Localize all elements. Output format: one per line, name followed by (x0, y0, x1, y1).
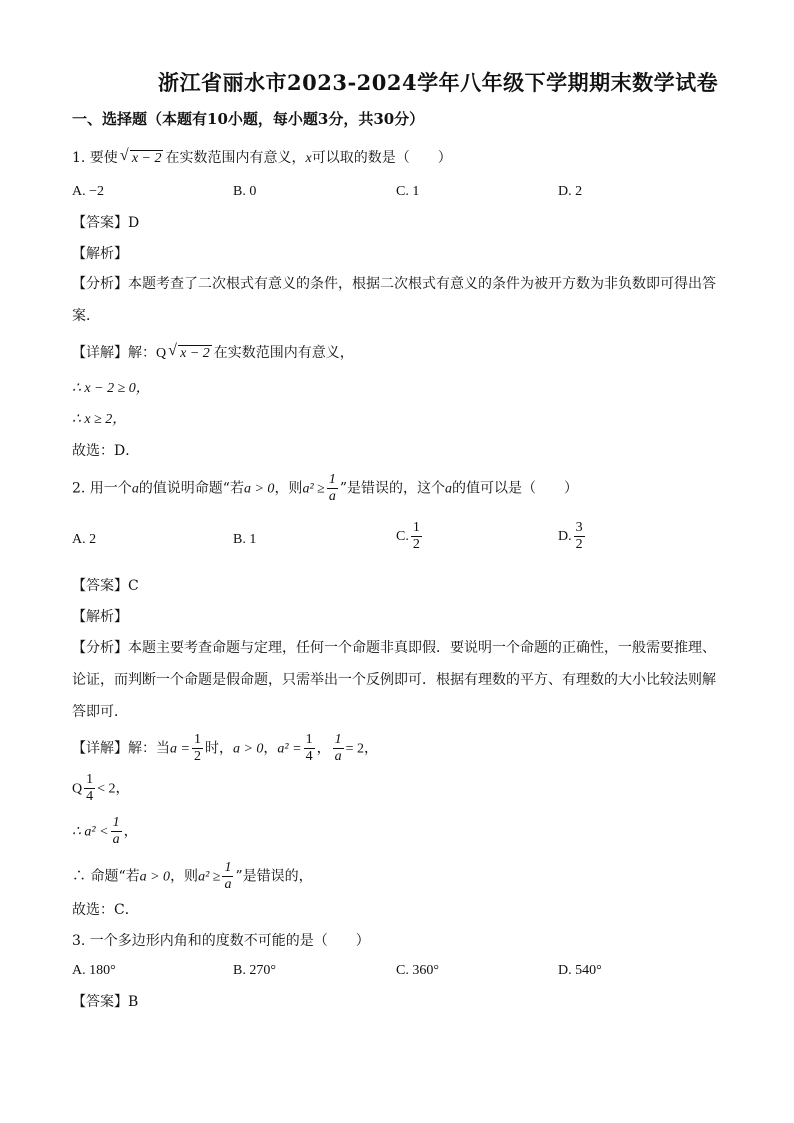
q1-detail-post: 在实数范围内有意义， (213, 345, 354, 361)
q1-step-2: ∴ x ≥ 2， (72, 412, 127, 427)
q2-option-d-label: D. (558, 528, 572, 544)
q2-detail-a-squared: a² = (277, 741, 302, 757)
q1-detail-line (72, 345, 354, 362)
q1-analysis-label: 【解析】 (72, 246, 128, 262)
q2-detail-frac-2 (304, 732, 315, 765)
q2-detail-line (72, 732, 378, 765)
q2-step-proposition (72, 860, 313, 893)
q2-inequality: a² ≥ (302, 481, 325, 497)
q1-option-b: B. 0 (233, 184, 257, 199)
question-1-stem (72, 150, 452, 167)
q2-option-c-num: 1 (411, 520, 422, 537)
q2-step-frac (84, 772, 95, 805)
q1-step-1: ∴ x − 2 ≥ 0， (72, 381, 150, 396)
q2-var-a-2: a (445, 481, 452, 497)
q3-option-b: B. 270° (233, 963, 276, 978)
q2-prop-ineq: a² ≥ (198, 869, 221, 885)
q2-detail-num-2: 1 (304, 732, 315, 749)
q1-fenxi-line-1: 【分析】本题考查了二次根式有意义的条件，根据二次根式有意义的条件为被开方数为非负数即可得出答 (72, 276, 716, 292)
q3-option-d: D. 540° (558, 963, 602, 978)
q2-option-d-den: 2 (575, 537, 583, 553)
q2-detail-frac-1 (192, 732, 203, 765)
q2-option-d (558, 520, 587, 553)
q2-conclusion-pre: ∴ a² < (72, 824, 109, 840)
q2-post: 的值可以是（ ） (452, 480, 578, 497)
q2-choose: 故选：C． (72, 902, 139, 918)
q2-detail-shi: 时， (204, 740, 233, 757)
q1-because-symbol: Q (156, 346, 167, 361)
q2-detail-den-3: a (334, 749, 342, 765)
q2-detail-eq-2: = 2， (345, 741, 378, 757)
q2-prop-den: a (224, 877, 232, 893)
q2-conclusion-post: ， (123, 823, 138, 840)
q2-mid1: 的值说明命题“若 (138, 480, 244, 497)
q2-prop-frac (222, 860, 233, 893)
q3-option-a: A. 180° (72, 963, 116, 978)
q2-detail-den-2: 4 (305, 749, 313, 765)
q1-fenxi-line-2: 案． (72, 308, 100, 324)
q2-option-c (396, 520, 424, 553)
q3-option-c: C. 360° (396, 963, 439, 978)
q2-option-c-fraction (411, 520, 422, 553)
q2-var-a: a (131, 481, 139, 497)
q2-fenxi-line-2: 论证，而判断一个命题是假命题，只需举出一个反例即可．根据有理数的平方、有理数的大小比较法则解 (72, 672, 716, 688)
q2-detail-pre: 【详解】解：当 (72, 740, 170, 757)
q2-step-conclusion (72, 815, 138, 848)
q2-option-c-label: C. (396, 528, 409, 544)
q1-radicand: x − 2 (131, 151, 162, 166)
q2-prop-pre: ∴ 命题“若 (72, 868, 140, 885)
q2-mid3: ”是错误的，这个 (339, 480, 445, 497)
q2-option-d-num: 3 (574, 520, 585, 537)
q1-post-text: 在实数范围内有意义， (165, 150, 306, 166)
q2-step-num: 1 (84, 772, 95, 789)
q2-option-a: A. 2 (72, 532, 97, 547)
q2-option-c-den: 2 (412, 537, 420, 553)
q1-answer: 【答案】D (72, 215, 140, 231)
q2-detail-comma-1: ， (263, 740, 278, 757)
q2-step-den: 4 (86, 789, 94, 805)
q2-detail-num-1: 1 (192, 732, 203, 749)
q1-radicand-2: x − 2 (180, 346, 210, 361)
q1-sqrt-expression (120, 150, 164, 167)
q1-option-c: C. 1 (396, 184, 420, 199)
q2-frac-den: a (328, 489, 336, 505)
q2-prop-post: ”是错误的， (235, 868, 313, 885)
q2-fraction (327, 472, 338, 505)
q1-post-text-2: 可以取的数是（ ） (311, 150, 452, 166)
q2-conclusion-den: a (112, 832, 120, 848)
q1-pre-text: 1. 要使 (72, 150, 118, 166)
q2-detail-comma-2: ， (316, 740, 331, 757)
q2-detail-a-pos: a > 0 (232, 741, 264, 757)
q2-analysis-label: 【解析】 (72, 609, 128, 625)
q2-frac-num: 1 (327, 472, 338, 489)
q1-option-d: D. 2 (558, 184, 583, 199)
document-title: 浙江省丽水市2023-2024学年八年级下学期期末数学试卷 (158, 70, 719, 95)
q2-detail-den-1: 2 (193, 749, 201, 765)
q1-detail-pre: 【详解】解： (72, 345, 156, 361)
q2-prop-num: 1 (222, 860, 233, 877)
q2-option-d-fraction (574, 520, 585, 553)
section-heading: 一、选择题（本题有10小题，每小题3分，共30分） (72, 110, 425, 128)
q2-prop-mid: ，则 (170, 868, 199, 885)
q2-option-b: B. 1 (233, 532, 257, 547)
q2-mid2: ，则 (274, 480, 303, 497)
q2-answer: 【答案】C (72, 578, 139, 594)
q2-because-symbol: Q (72, 781, 83, 797)
q2-detail-a-eq: a = (170, 741, 190, 757)
question-3-stem: 3. 一个多边形内角和的度数不可能的是（ ） (72, 933, 370, 949)
q2-detail-frac-3 (333, 732, 344, 765)
q2-prop-cond: a > 0 (139, 869, 171, 885)
q2-fenxi-line-1: 【分析】本题主要考查命题与定理，任何一个命题非真即假．要说明一个命题的正确性，一般需要推理、 (72, 640, 716, 656)
q3-answer: 【答案】B (72, 994, 139, 1010)
q2-fenxi-line-3: 答即可． (72, 704, 128, 720)
q2-condition: a > 0 (243, 481, 275, 497)
q2-conclusion-frac (111, 815, 122, 848)
q1-sqrt-expression-2 (168, 345, 212, 362)
q2-pre: 2. 用一个 (72, 480, 132, 497)
q1-variable: x (305, 151, 312, 166)
q1-choose: 故选：D． (72, 443, 140, 459)
q2-detail-num-3: 1 (333, 732, 344, 749)
q2-step-post: < 2， (97, 781, 130, 797)
q2-step-compare (72, 772, 130, 805)
q2-conclusion-num: 1 (111, 815, 122, 832)
q1-option-a: A. −2 (72, 184, 105, 199)
question-2-stem (72, 472, 578, 505)
